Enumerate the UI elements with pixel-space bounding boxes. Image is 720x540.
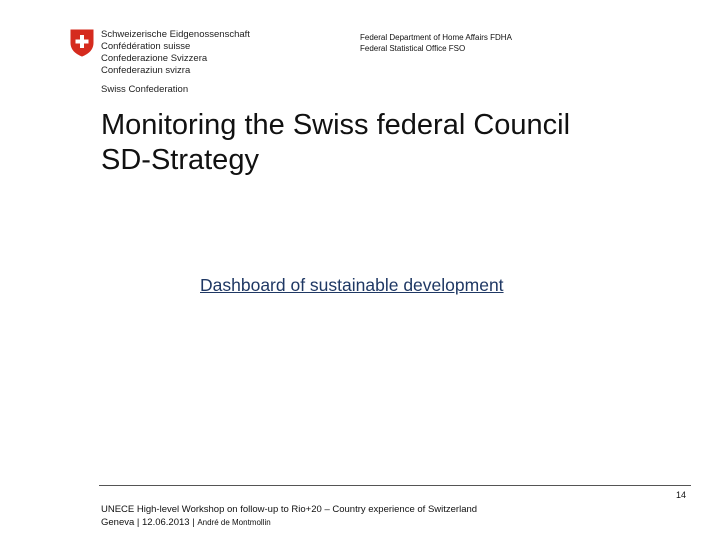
dashboard-link[interactable]: Dashboard of sustainable development (200, 275, 504, 295)
slide-title-line-1: Monitoring the Swiss federal Council (101, 109, 571, 141)
confederation-name-en: Swiss Confederation (101, 84, 189, 95)
footer (101, 503, 477, 529)
department-name: Federal Department of Home Affairs FDHA (360, 33, 512, 42)
office-name: Federal Statistical Office FSO (360, 44, 466, 53)
footer-divider (99, 485, 691, 486)
confederation-name-fr: Confédération suisse (101, 41, 191, 52)
confederation-name-it: Confederazione Svizzera (101, 53, 208, 64)
footer-event: UNECE High-level Workshop on follow-up to Rio+20 – Country experience of Switzerland (101, 504, 478, 515)
confederation-name-de: Schweizerische Eidgenossenschaft (101, 29, 250, 40)
footer-date-line (101, 516, 477, 529)
footer-author: André de Montmollin (197, 518, 271, 527)
slide-title (101, 108, 570, 178)
slide-title-line-2: SD-Strategy (101, 144, 259, 176)
page-number: 14 (675, 490, 686, 500)
footer-date: Geneva | 12.06.2013 | (101, 517, 198, 528)
confederation-names (101, 29, 250, 96)
swiss-coat-of-arms-icon (70, 29, 94, 57)
confederation-name-rm: Confederaziun svizra (101, 65, 191, 76)
department-info (360, 32, 512, 54)
